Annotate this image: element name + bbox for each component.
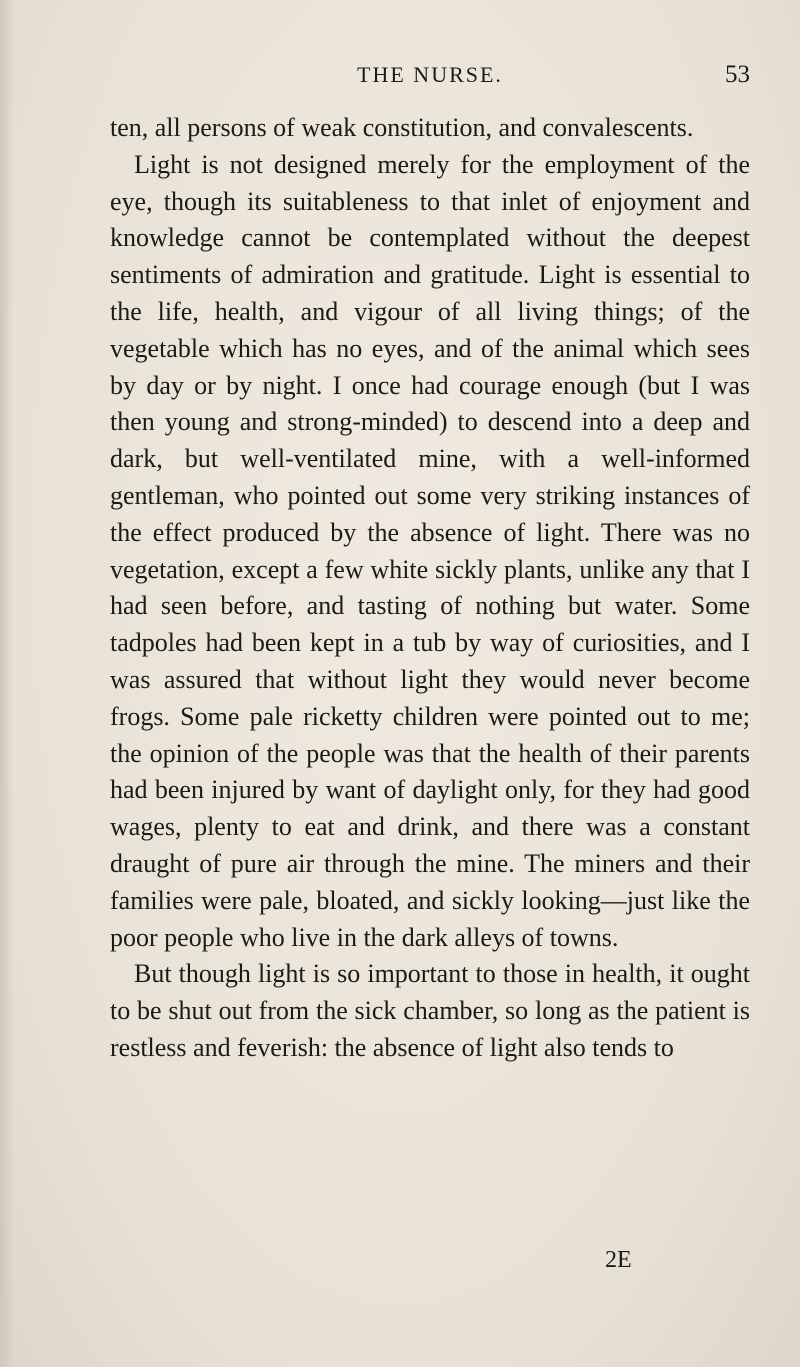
paragraph: ten, all persons of weak constitution, and convalescents.	[110, 113, 694, 142]
running-title: THE NURSE.	[357, 62, 503, 87]
signature-mark: 2E	[605, 1247, 632, 1273]
body-text	[110, 110, 750, 1067]
running-head	[110, 58, 750, 92]
page-number: 53	[725, 61, 750, 88]
paragraph: Light is not designed merely for the employment of the eye, though its suitableness to that inlet of enjoyment and knowledge cannot be contemplated without the deepest sentiments of admiration and gratitude. Light is essential to the life, health, and vigour of all living things; of the vegetable which has no eyes, and of the animal which sees by day or by night. I once had courage enough (but I was then young and strong-minded) to descend into a deep and dark, but well-ventilated mine, with a well-informed gentleman, who pointed out some very striking instances of the effect produced by the absence of light. There was no vegetation, except a few white sickly plants, unlike any that I had seen before, and tasting of nothing but water. Some tadpoles had been kept in a tub by way of curiosities, and I was assured that without light they would never become frogs. Some pale ricketty children were pointed out to me; the opinion of the people was that the health of their parents had been injured by want of daylight only, for they had good wages, plenty to eat and drink, and there was a constant draught of pure air through the mine. The miners and their families were pale, bloated, and sickly looking—just like the poor people who live in the dark alleys of towns.	[110, 149, 750, 952]
binding-shadow	[0, 0, 14, 1367]
paragraph: But though light is so important to those in health, it ought to be shut out from the sick chamber, so long as the patient is restless and feverish: the absence of light also tends to	[110, 959, 750, 1062]
